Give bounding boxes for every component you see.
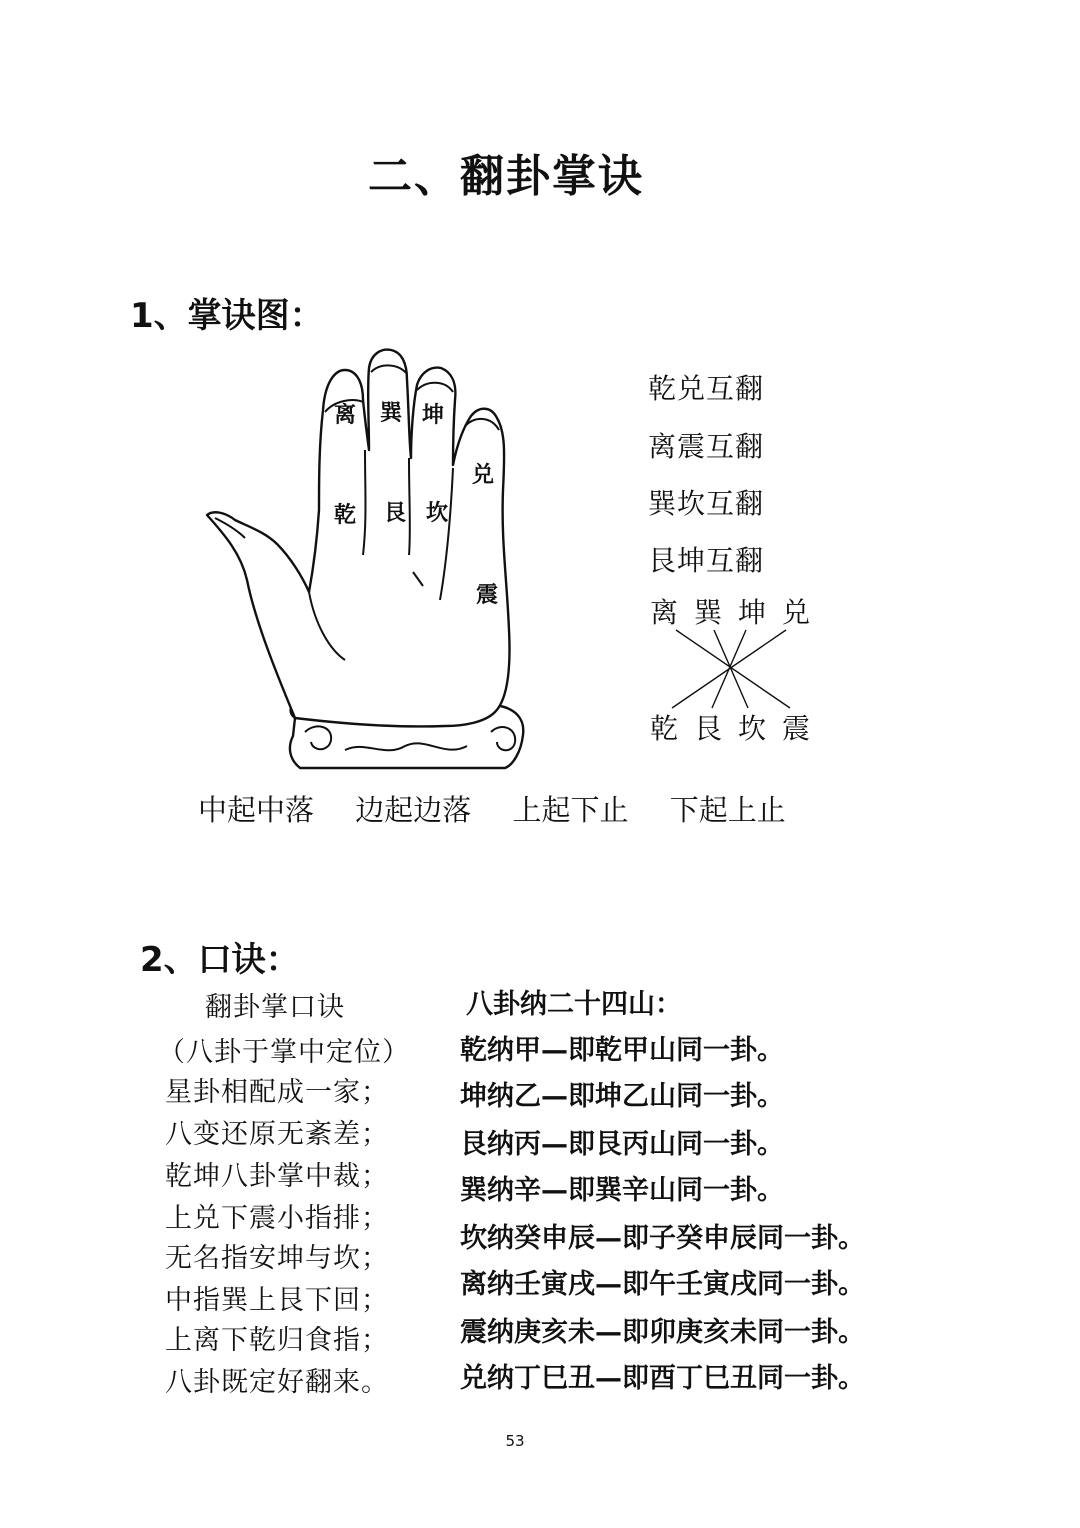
verse-line: 八变还原无紊差； <box>165 1119 389 1150</box>
section-1-heading: 1、掌诀图： <box>130 296 324 336</box>
verse-line: 上离下乾归食指； <box>165 1325 389 1356</box>
rule-4: 下起上止 <box>669 793 786 827</box>
exchange-pair-1: 乾兑互翻 <box>648 372 765 405</box>
hand-label-dui: 兑 <box>471 462 495 488</box>
verse-line: 乾坤八卦掌中裁； <box>165 1161 389 1192</box>
verse-line: 无名指安坤与坎； <box>165 1243 389 1274</box>
hand-label-kun: 坤 <box>421 402 445 428</box>
verse-line: 星卦相配成一家； <box>165 1077 389 1108</box>
hand-outline <box>207 350 509 727</box>
finger-gap-2 <box>409 458 410 555</box>
cross-top-kun: 坤 <box>737 596 767 629</box>
cross-top-dui: 兑 <box>781 596 811 629</box>
exchange-pair-2: 离震互翻 <box>648 430 765 463</box>
rule-row <box>198 788 818 829</box>
cross-line-xun-kan <box>714 630 748 708</box>
rule-3: 上起下止 <box>512 793 629 827</box>
hand-label-gen: 艮 <box>383 500 407 526</box>
cross-diagram <box>640 590 830 750</box>
najia-line: 坤纳乙—即坤乙山同一卦。 <box>460 1081 784 1112</box>
cross-line-dui-qian <box>672 630 786 708</box>
najia-line: 坎纳癸申辰—即子癸申辰同一卦。 <box>460 1223 865 1254</box>
najia-line: 离纳壬寅戌—即午壬寅戌同一卦。 <box>460 1269 865 1300</box>
cross-bottom-gen: 艮 <box>693 712 723 745</box>
hand-label-xun: 巽 <box>379 400 403 426</box>
cross-top-li: 离 <box>649 596 679 629</box>
page-title: 二、翻卦掌诀 <box>368 151 644 202</box>
najia-line: 兑纳丁巳丑—即酉丁巳丑同一卦。 <box>460 1363 865 1394</box>
cross-bottom-qian: 乾 <box>649 712 679 745</box>
hand-label-li: 离 <box>333 402 357 428</box>
palm-diagram <box>195 340 540 780</box>
verse-line: 中指巽上艮下回； <box>165 1285 389 1316</box>
cross-top-xun: 巽 <box>693 596 723 629</box>
exchange-pair-4: 艮坤互翻 <box>648 544 765 577</box>
hand-label-qian: 乾 <box>333 502 357 528</box>
verse-line: 八卦既定好翻来。 <box>165 1367 389 1398</box>
hand-label-zhen: 震 <box>475 582 499 608</box>
cross-line-li-zhen <box>676 630 790 708</box>
verse-title: 翻卦掌口诀 <box>205 992 345 1023</box>
rule-1: 中起中落 <box>198 793 315 827</box>
cross-bottom-kan: 坎 <box>737 712 767 745</box>
najia-line: 乾纳甲—即乾甲山同一卦。 <box>460 1035 784 1066</box>
najia-line: 艮纳丙—即艮丙山同一卦。 <box>460 1129 784 1160</box>
rule-2: 边起边落 <box>355 793 472 827</box>
verse-subtitle: （八卦于掌中定位） <box>158 1037 410 1068</box>
verse-line: 上兑下震小指排； <box>165 1203 389 1234</box>
najia-heading: 八卦纳二十四山： <box>466 989 682 1020</box>
hand-label-kan: 坎 <box>425 500 449 526</box>
najia-line: 巽纳辛—即巽辛山同一卦。 <box>460 1175 784 1206</box>
exchange-pair-3: 巽坎互翻 <box>648 487 765 520</box>
section-2-heading: 2、口诀： <box>140 940 300 980</box>
cross-bottom-zhen: 震 <box>781 712 811 745</box>
najia-line: 震纳庚亥未—即卯庚亥未同一卦。 <box>460 1317 865 1348</box>
page-number: 53 <box>505 1432 525 1450</box>
